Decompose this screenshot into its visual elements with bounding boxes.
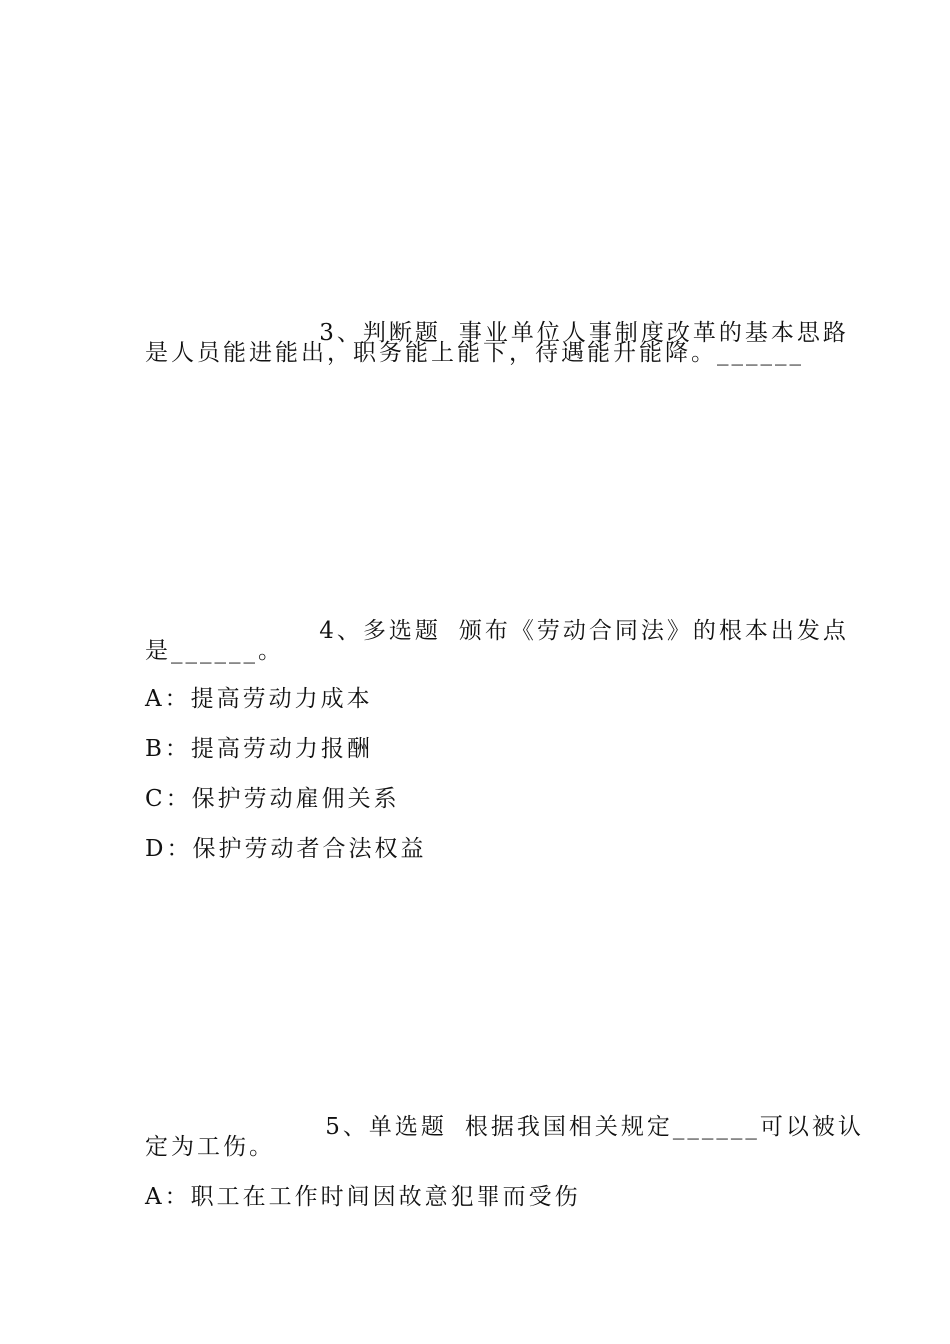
option-d: D：保护劳动者合法权益 [145, 836, 427, 862]
question-3-stem-line2: 是人员能进能出，职务能上能下，待遇能升能降。______ [145, 340, 804, 366]
option-a: A：提高劳动力成本 [145, 686, 373, 712]
option-b: B：提高劳动力报酬 [145, 736, 373, 762]
option-a: A：职工在工作时间因故意犯罪而受伤 [145, 1184, 581, 1210]
question-number: 3、 [319, 320, 363, 346]
question-stem-line1: 颁布《劳动合同法》的根本出发点 [458, 618, 849, 644]
question-number: 4、 [319, 618, 363, 644]
question-4-header [278, 586, 849, 676]
question-stem-line1: 根据我国相关规定______可以被认 [464, 1114, 864, 1140]
option-c: C：保护劳动雇佣关系 [145, 786, 400, 812]
question-5-stem-line2: 定为工伤。 [145, 1134, 275, 1160]
question-number: 5、 [325, 1114, 369, 1140]
question-type: 多选题 [362, 618, 441, 644]
question-stem-line1: 事业单位人事制度改革的基本思路 [458, 320, 849, 346]
question-type: 判断题 [362, 320, 441, 346]
question-4-stem-line2: 是______。 [145, 638, 284, 664]
question-5-header [284, 1082, 864, 1172]
question-type: 单选题 [368, 1114, 447, 1140]
